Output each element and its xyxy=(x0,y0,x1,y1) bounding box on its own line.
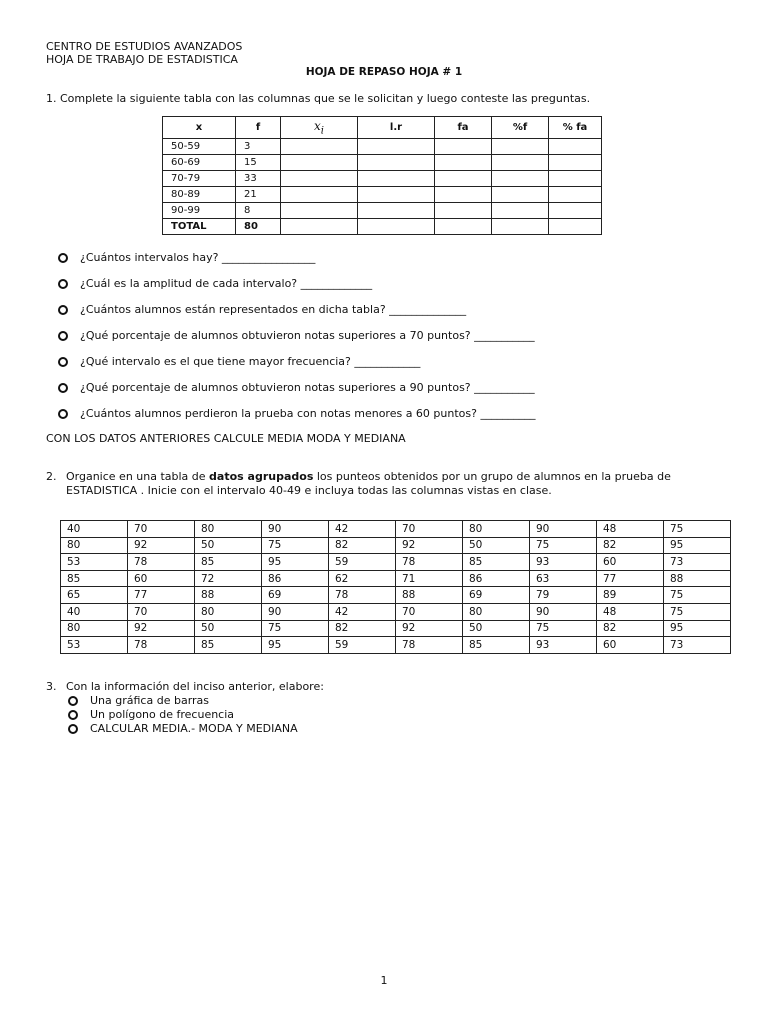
score-cell: 82 xyxy=(329,620,396,637)
score-cell: 75 xyxy=(664,587,731,604)
blank-cell[interactable] xyxy=(358,139,435,155)
score-cell: 40 xyxy=(61,521,128,538)
score-cell: 90 xyxy=(262,603,329,620)
score-cell: 85 xyxy=(195,637,262,654)
question-text: ¿Qué intervalo es el que tiene mayor frecuencia? ____________ xyxy=(80,355,421,368)
score-cell: 82 xyxy=(597,620,664,637)
question-2-text-end: los punteos obtenidos por un grupo de alumnos en la prueba de ESTADISTICA . Inicie con el intervalo 40-49 e incluya todas las columnas vistas en clase. xyxy=(66,470,671,497)
table-row xyxy=(163,203,602,219)
circle-bullet-icon xyxy=(58,279,68,289)
score-cell: 79 xyxy=(530,587,597,604)
list-item xyxy=(58,328,535,354)
institution-name: CENTRO DE ESTUDIOS AVANZADOS xyxy=(46,40,243,53)
score-cell: 40 xyxy=(61,603,128,620)
col-x: x xyxy=(163,117,236,139)
col-xi: $x_i$ xyxy=(281,117,358,139)
question-text: ¿Qué porcentaje de alumnos obtuvieron notas superiores a 70 puntos? ___________ xyxy=(80,329,535,342)
circle-bullet-icon xyxy=(58,409,68,419)
score-cell: 80 xyxy=(195,521,262,538)
blank-cell[interactable] xyxy=(435,171,492,187)
cell-x: 70-79 xyxy=(163,171,236,187)
question-3-text: Con la información del inciso anterior, elabore: xyxy=(66,680,324,693)
table-total-row xyxy=(163,219,602,235)
question-2-prompt xyxy=(46,470,736,498)
score-cell: 89 xyxy=(597,587,664,604)
task-text: Un polígono de frecuencia xyxy=(90,708,235,721)
score-cell: 50 xyxy=(463,537,530,554)
blank-cell[interactable] xyxy=(435,139,492,155)
cell-f: 3 xyxy=(236,139,281,155)
question-1-prompt: 1. Complete la siguiente tabla con las columnas que se le solicitan y luego conteste las preguntas. xyxy=(46,92,591,105)
score-cell: 60 xyxy=(597,554,664,571)
col-fa: fa xyxy=(435,117,492,139)
blank-cell[interactable] xyxy=(492,139,549,155)
score-cell: 70 xyxy=(396,521,463,538)
cell-total-label: TOTAL xyxy=(163,219,236,235)
score-cell: 80 xyxy=(61,537,128,554)
scores-table xyxy=(60,520,731,654)
list-item xyxy=(58,354,535,380)
list-item xyxy=(58,302,535,328)
table-row xyxy=(61,603,731,620)
frequency-table xyxy=(162,116,602,235)
blank-cell[interactable] xyxy=(358,155,435,171)
score-cell: 53 xyxy=(61,637,128,654)
col-pct-f: %f xyxy=(492,117,549,139)
score-cell: 78 xyxy=(329,587,396,604)
question-text: ¿Qué porcentaje de alumnos obtuvieron notas superiores a 90 puntos? ___________ xyxy=(80,381,535,394)
blank-cell[interactable] xyxy=(435,155,492,171)
col-pct-fa: % fa xyxy=(549,117,602,139)
score-cell: 92 xyxy=(396,537,463,554)
blank-cell[interactable] xyxy=(492,187,549,203)
score-cell: 93 xyxy=(530,637,597,654)
score-cell: 88 xyxy=(396,587,463,604)
table-row xyxy=(61,570,731,587)
cell-x: 80-89 xyxy=(163,187,236,203)
cell-x: 90-99 xyxy=(163,203,236,219)
blank-cell[interactable] xyxy=(549,187,602,203)
cell-f: 15 xyxy=(236,155,281,171)
score-cell: 48 xyxy=(597,521,664,538)
score-cell: 88 xyxy=(195,587,262,604)
blank-cell[interactable] xyxy=(281,187,358,203)
score-cell: 63 xyxy=(530,570,597,587)
blank-cell[interactable] xyxy=(281,171,358,187)
score-cell: 92 xyxy=(128,620,195,637)
score-cell: 92 xyxy=(396,620,463,637)
score-cell: 60 xyxy=(597,637,664,654)
cell-total-f: 80 xyxy=(236,219,281,235)
blank-cell[interactable] xyxy=(358,171,435,187)
score-cell: 80 xyxy=(463,521,530,538)
cell-f: 8 xyxy=(236,203,281,219)
blank-cell[interactable] xyxy=(492,171,549,187)
score-cell: 75 xyxy=(530,620,597,637)
score-cell: 75 xyxy=(262,537,329,554)
list-item xyxy=(58,276,535,302)
score-cell: 88 xyxy=(664,570,731,587)
blank-cell[interactable] xyxy=(549,171,602,187)
score-cell: 42 xyxy=(329,521,396,538)
score-cell: 78 xyxy=(128,554,195,571)
score-cell: 50 xyxy=(463,620,530,637)
table-row xyxy=(61,554,731,571)
score-cell: 48 xyxy=(597,603,664,620)
blank-cell[interactable] xyxy=(549,139,602,155)
circle-bullet-icon xyxy=(68,710,78,720)
table-row xyxy=(61,620,731,637)
blank-cell[interactable] xyxy=(281,219,358,235)
score-cell: 95 xyxy=(262,554,329,571)
score-cell: 78 xyxy=(396,554,463,571)
score-cell: 50 xyxy=(195,620,262,637)
blank-cell[interactable] xyxy=(281,139,358,155)
circle-bullet-icon xyxy=(58,253,68,263)
cell-x: 60-69 xyxy=(163,155,236,171)
page-number: 1 xyxy=(380,974,388,987)
blank-cell[interactable] xyxy=(435,187,492,203)
blank-cell[interactable] xyxy=(549,203,602,219)
cell-x: 50-59 xyxy=(163,139,236,155)
score-cell: 85 xyxy=(61,570,128,587)
score-cell: 82 xyxy=(597,537,664,554)
score-cell: 95 xyxy=(664,620,731,637)
list-item xyxy=(58,250,535,276)
score-cell: 69 xyxy=(262,587,329,604)
score-cell: 53 xyxy=(61,554,128,571)
score-cell: 65 xyxy=(61,587,128,604)
blank-cell[interactable] xyxy=(492,203,549,219)
question-2-bold-term: datos agrupados xyxy=(209,470,314,483)
score-cell: 92 xyxy=(128,537,195,554)
score-cell: 42 xyxy=(329,603,396,620)
score-cell: 60 xyxy=(128,570,195,587)
question-list xyxy=(58,250,535,432)
question-text: ¿Cuál es la amplitud de cada intervalo? _____________ xyxy=(80,277,373,290)
score-cell: 62 xyxy=(329,570,396,587)
list-item xyxy=(58,406,535,432)
worksheet-subtitle: HOJA DE TRABAJO DE ESTADISTICA xyxy=(46,53,238,66)
list-item xyxy=(66,708,324,722)
question-3 xyxy=(46,680,324,736)
blank-cell[interactable] xyxy=(358,219,435,235)
score-cell: 80 xyxy=(195,603,262,620)
score-cell: 85 xyxy=(195,554,262,571)
score-cell: 78 xyxy=(128,637,195,654)
score-cell: 90 xyxy=(262,521,329,538)
score-cell: 77 xyxy=(128,587,195,604)
score-cell: 90 xyxy=(530,521,597,538)
table-row xyxy=(61,537,731,554)
score-cell: 70 xyxy=(396,603,463,620)
blank-cell[interactable] xyxy=(549,219,602,235)
table-row xyxy=(163,139,602,155)
score-cell: 59 xyxy=(329,554,396,571)
blank-cell[interactable] xyxy=(549,155,602,171)
score-cell: 73 xyxy=(664,554,731,571)
score-cell: 95 xyxy=(664,537,731,554)
blank-cell[interactable] xyxy=(492,155,549,171)
score-cell: 82 xyxy=(329,537,396,554)
question-3-number: 3. xyxy=(46,680,57,693)
blank-cell[interactable] xyxy=(358,187,435,203)
score-cell: 75 xyxy=(664,521,731,538)
score-cell: 80 xyxy=(463,603,530,620)
table-row xyxy=(61,637,731,654)
blank-cell[interactable] xyxy=(358,203,435,219)
score-cell: 73 xyxy=(664,637,731,654)
question-2-text xyxy=(66,470,736,498)
cell-f: 21 xyxy=(236,187,281,203)
circle-bullet-icon xyxy=(58,383,68,393)
circle-bullet-icon xyxy=(58,331,68,341)
page-title: HOJA DE REPASO HOJA # 1 xyxy=(305,66,463,78)
cell-f: 33 xyxy=(236,171,281,187)
circle-bullet-icon xyxy=(58,357,68,367)
question-2-text-start: Organice en una tabla de xyxy=(66,470,210,483)
table-row xyxy=(61,521,731,538)
list-item xyxy=(66,694,324,708)
score-cell: 59 xyxy=(329,637,396,654)
table-row xyxy=(163,171,602,187)
score-cell: 86 xyxy=(463,570,530,587)
list-item xyxy=(66,722,324,736)
col-xi-sub: i xyxy=(320,125,324,137)
score-cell: 50 xyxy=(195,537,262,554)
calculate-instruction: CON LOS DATOS ANTERIORES CALCULE MEDIA MODA Y MEDIANA xyxy=(46,432,406,445)
blank-cell[interactable] xyxy=(435,219,492,235)
task-text: Una gráfica de barras xyxy=(90,694,210,707)
table-row xyxy=(61,587,731,604)
table-row xyxy=(163,187,602,203)
score-cell: 85 xyxy=(463,554,530,571)
task-text: CALCULAR MEDIA.- MODA Y MEDIANA xyxy=(90,722,298,735)
score-cell: 75 xyxy=(664,603,731,620)
score-cell: 78 xyxy=(396,637,463,654)
blank-cell[interactable] xyxy=(281,203,358,219)
list-item xyxy=(58,380,535,406)
circle-bullet-icon xyxy=(68,724,78,734)
score-cell: 90 xyxy=(530,603,597,620)
score-cell: 72 xyxy=(195,570,262,587)
question-text: ¿Cuántos alumnos están representados en dicha tabla? ______________ xyxy=(80,303,467,316)
score-cell: 95 xyxy=(262,637,329,654)
blank-cell[interactable] xyxy=(435,203,492,219)
question-text: ¿Cuántos alumnos perdieron la prueba con notas menores a 60 puntos? __________ xyxy=(80,407,536,420)
circle-bullet-icon xyxy=(68,696,78,706)
col-f: f xyxy=(236,117,281,139)
score-cell: 70 xyxy=(128,521,195,538)
score-cell: 71 xyxy=(396,570,463,587)
score-cell: 75 xyxy=(530,537,597,554)
score-cell: 85 xyxy=(463,637,530,654)
question-2-number: 2. xyxy=(46,470,57,483)
blank-cell[interactable] xyxy=(492,219,549,235)
circle-bullet-icon xyxy=(58,305,68,315)
score-cell: 80 xyxy=(61,620,128,637)
table-row xyxy=(163,155,602,171)
score-cell: 93 xyxy=(530,554,597,571)
score-cell: 69 xyxy=(463,587,530,604)
blank-cell[interactable] xyxy=(281,155,358,171)
frequency-table-header xyxy=(163,117,602,139)
score-cell: 77 xyxy=(597,570,664,587)
question-text: ¿Cuántos intervalos hay? _________________ xyxy=(80,251,316,264)
score-cell: 70 xyxy=(128,603,195,620)
score-cell: 75 xyxy=(262,620,329,637)
col-lr: l.r xyxy=(358,117,435,139)
score-cell: 86 xyxy=(262,570,329,587)
